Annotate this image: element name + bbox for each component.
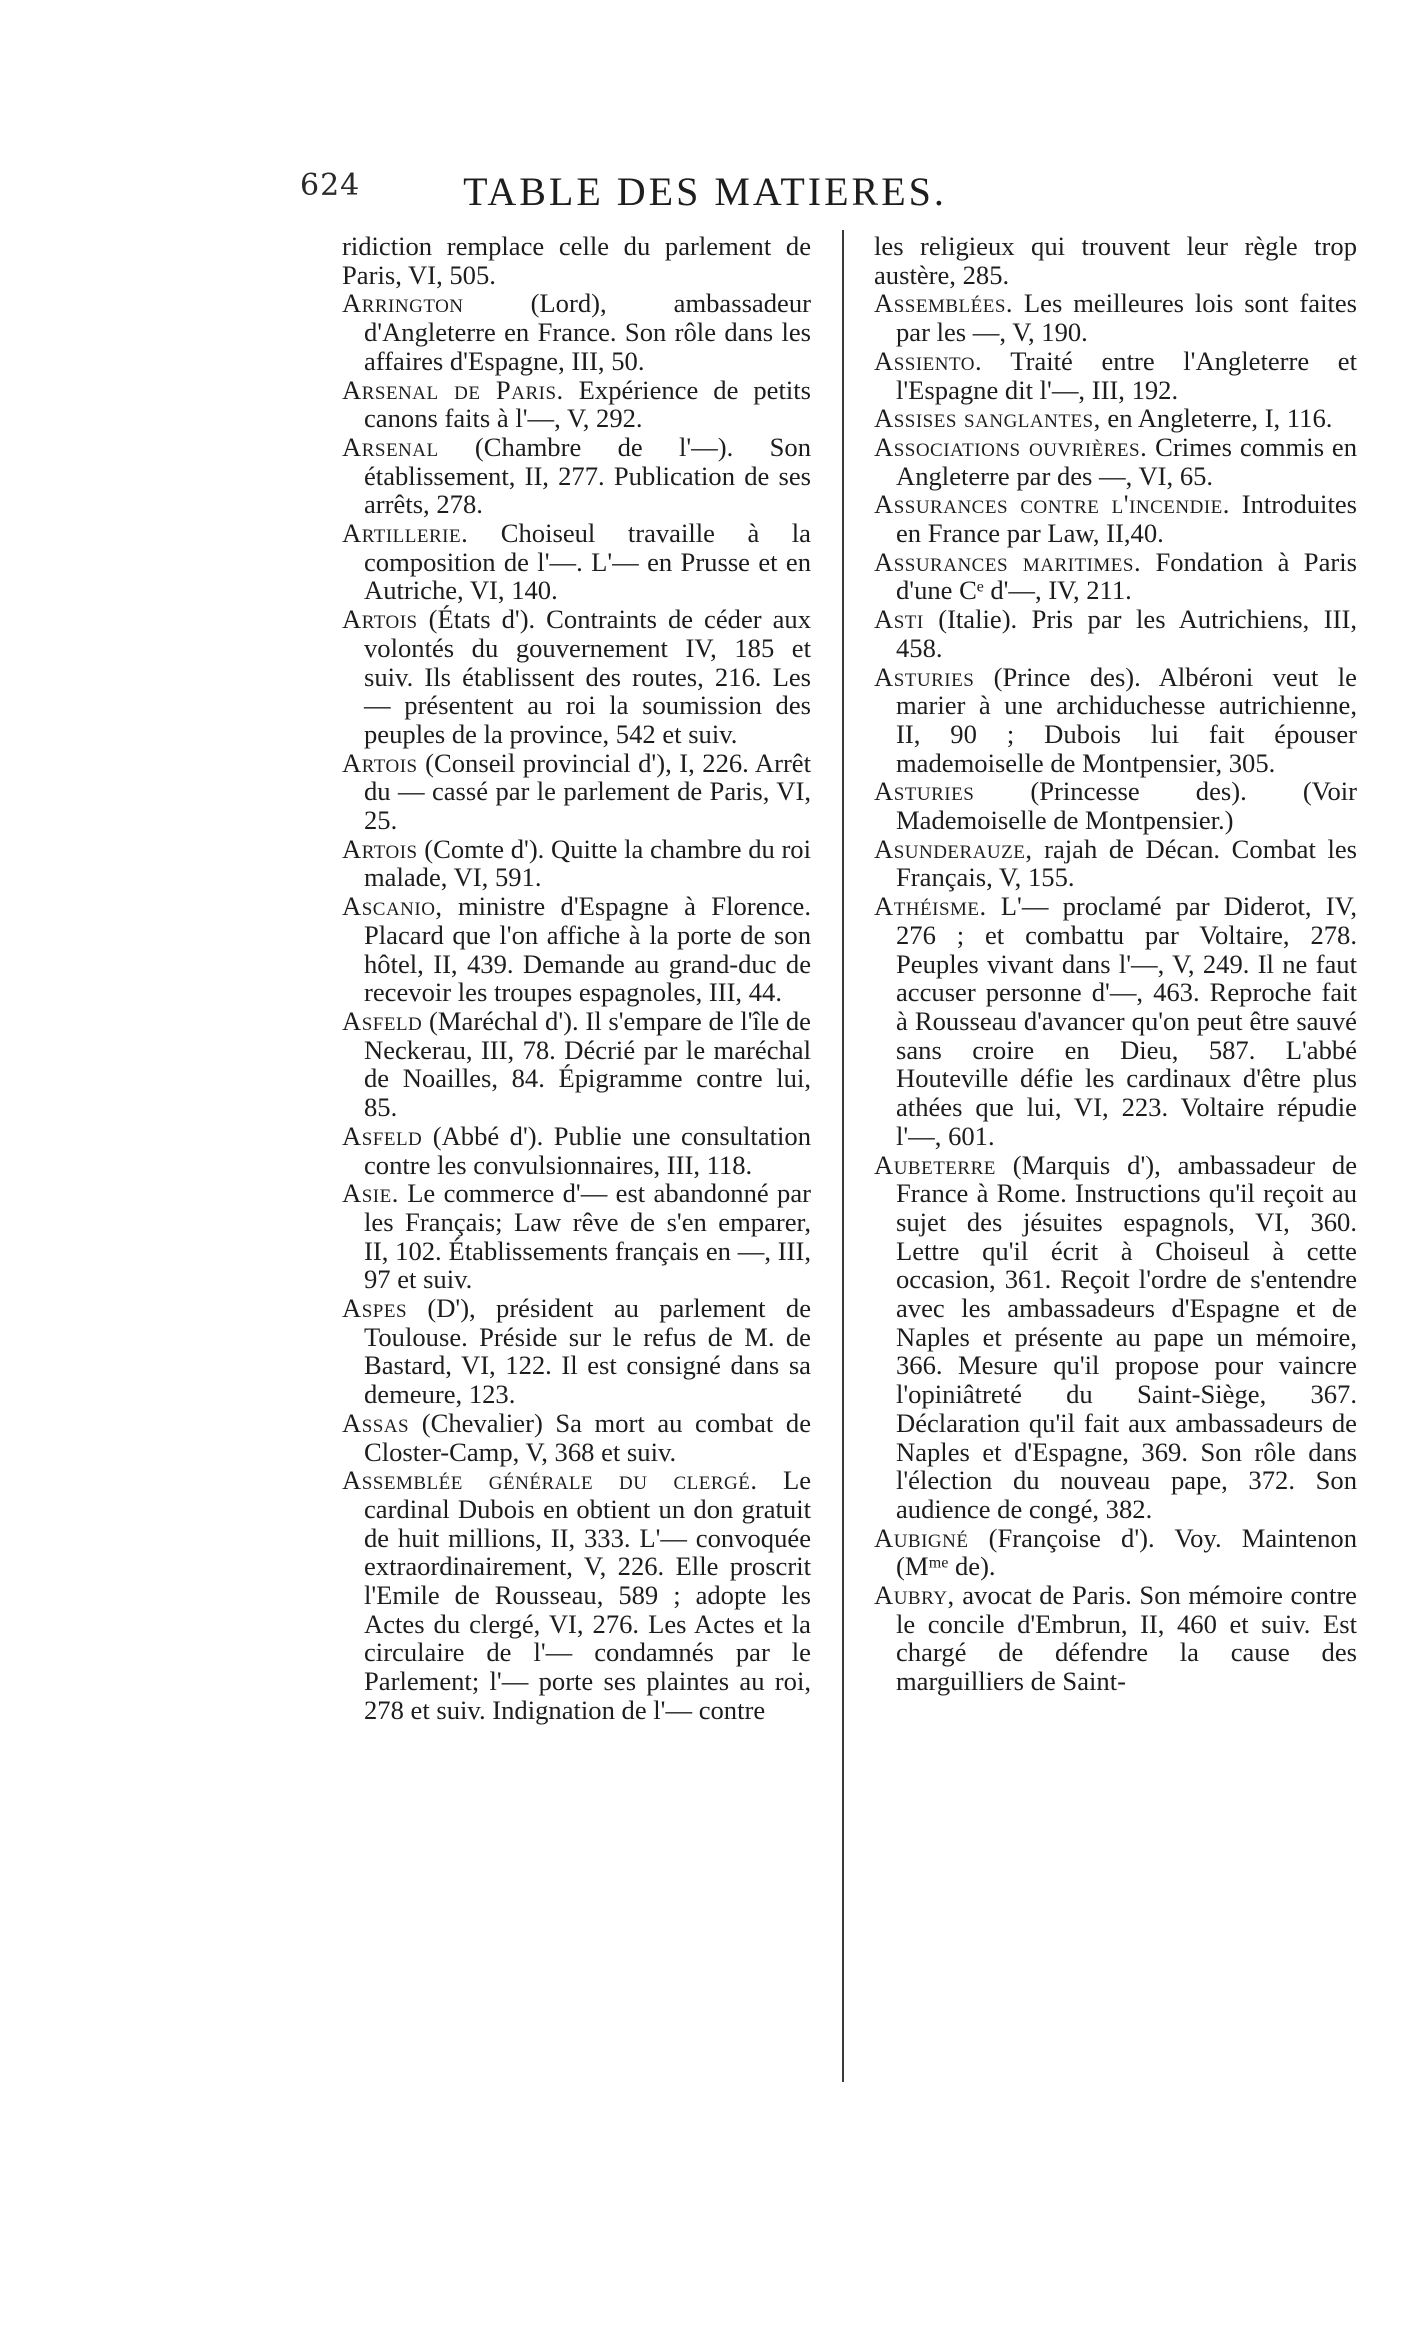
index-entry [342, 1007, 811, 1122]
index-entry [342, 376, 811, 433]
entry-text: (Marquis d'), ambassadeur de France à Rome. Instructions qu'il reçoit au sujet des jésuites espagnols, VI, 360. Lettre qu'il écrit à Choiseul à cette occasion, 361. Reçoit l'ordre de s'entendre avec les ambassadeurs d'Espagne et de Naples et présente au pape un mémoire, 366. Mesure qu'il propose pour vaincre l'opiniâtreté du Saint-Siège, 367. Déclaration qu'il fait aux ambassadeurs de Naples et d'Espagne, 369. Son rôle dans l'élection du nouveau pape, 372. Son audience de congé, 382. [896, 1149, 1357, 1524]
entry-head: Assas [342, 1407, 410, 1438]
entry-text: (Chambre de l'—). Son établissement, II, 277. Publication de ses arrêts, 278. [364, 431, 811, 520]
entry-head: Assises sanglantes, [874, 403, 1101, 434]
entry-text: en Angleterre, I, 116. [1100, 403, 1333, 434]
entry-text: Traité entre l'Angleterre et l'Espagne dit l'—, III, 192. [896, 345, 1357, 405]
entry-text: Le commerce d'— est abandonné par les Français; Law rêve de s'en emparer, II, 102. Établissements français en —, III, 97 et suiv. [364, 1178, 811, 1295]
index-entry [874, 232, 1357, 289]
entry-text: Crimes commis en Angleterre par des —, VI, 65. [896, 431, 1358, 491]
index-entry [874, 1581, 1357, 1696]
entry-text: (Comte d'). Quitte la chambre du roi malade, VI, 591. [364, 833, 811, 893]
entry-text: (Princesse des). (Voir Mademoiselle de Montpensier.) [896, 776, 1357, 836]
entry-text: L'— proclamé par Diderot, IV, 276 ; et combattu par Voltaire, 278. Peuples vivant dans l'—, V, 249. Il ne faut accuser personne d'—, 463. Reproche fait à Rousseau d'avancer qu'on peut être sauvé sans croire en Dieu, 587. L'abbé Houteville défie les cardinaux d'être plus athées que lui, VI, 223. Voltaire répudie l'—, 601. [896, 891, 1357, 1151]
entry-text: avocat de Paris. Son mémoire contre le concile d'Embrun, II, 460 et suiv. Est chargé de défendre la cause des marguilliers de Saint- [896, 1580, 1357, 1697]
entry-text: (D'), président au parlement de Toulouse. Préside sur le refus de M. de Bastard, VI, 122. Il est consigné dans sa demeure, 123. [364, 1293, 811, 1410]
entry-text: ridiction remplace celle du parlement de Paris, VI, 505. [342, 231, 811, 290]
index-entry [874, 548, 1357, 605]
index-entry [874, 777, 1357, 834]
entry-text: Le cardinal Dubois en obtient un don gratuit de huit millions, II, 333. L'— convoquée extraordinairement, V, 226. Elle proscrit l'Emile de Rousseau, 589 ; adopte les Actes du clergé, VI, 276. Les Actes et la circulaire de l'— condamnés par le Parlement; l'— porte ses plaintes au roi, 278 et suiv. Indignation de l'— contre [364, 1465, 812, 1725]
entry-head: Arsenal de Paris. [342, 374, 564, 405]
entry-text: (Chevalier) Sa mort au combat de Closter-Camp, V, 368 et suiv. [364, 1407, 811, 1467]
index-entry [342, 1409, 811, 1466]
index-entry [874, 490, 1357, 547]
entry-text: (Prince des). Albéroni veut le marier à une archiduchesse autrichienne, II, 90 ; Dubois lui fait épouser mademoiselle de Montpensier, 305. [896, 661, 1357, 778]
left-column [342, 232, 811, 1725]
entry-head: Asfeld [342, 1005, 423, 1036]
index-entry [342, 1294, 811, 1409]
entry-head: Artois [342, 747, 418, 778]
entry-text: (États d'). Contraints de céder aux volontés du gouvernement IV, 185 et suiv. Ils établissent des routes, 216. Les — présentent au roi la soumission des peuples de la province, 542 et suiv. [364, 604, 811, 749]
index-entry [342, 605, 811, 749]
index-entry [342, 892, 811, 1007]
index-entry [342, 289, 811, 375]
running-title: TABLE DES MATIERES. [463, 169, 947, 214]
entry-text: (Abbé d'). Publie une consultation contre les convulsionnaires, III, 118. [364, 1120, 811, 1180]
right-column [874, 232, 1357, 1696]
index-entry [874, 1524, 1357, 1581]
entry-head: Assiento. [874, 345, 983, 376]
entry-head: Arsenal [342, 431, 439, 462]
index-entry [342, 1122, 811, 1179]
index-entry [874, 663, 1357, 778]
entry-text: Choiseul travaille à la composition de l'—. L'— en Prusse et en Autriche, VI, 140. [364, 518, 811, 606]
entry-text: (Maréchal d'). Il s'empare de l'île de Neckerau, III, 78. Décrié par le maréchal de Noailles, 84. Épigramme contre lui, 85. [364, 1005, 811, 1123]
index-entry [874, 347, 1357, 404]
entry-head: Asunderauze, [874, 833, 1033, 864]
entry-head: Arrington [342, 288, 464, 319]
entry-head: Artois [342, 833, 418, 864]
entry-head: Assurances contre l'incendie. [874, 489, 1230, 520]
entry-head: Aspes [342, 1293, 408, 1324]
entry-text: Fondation à Paris d'une Cᵉ d'—, IV, 211. [896, 546, 1357, 606]
index-entry [874, 289, 1357, 346]
entry-head: Assemblées. [874, 288, 1014, 319]
entry-text: (Conseil provincial d'), I, 226. Arrêt du — cassé par le parlement de Paris, VI, 25. [364, 747, 811, 836]
entry-head: Asturies [874, 661, 975, 692]
entry-text: (Italie). Pris par les Autrichiens, III, 458. [896, 604, 1357, 663]
index-entry [342, 749, 811, 835]
entry-head: Assurances maritimes. [874, 546, 1142, 577]
entry-text: Expérience de petits canons faits à l'—, V, 292. [364, 374, 811, 434]
entry-head: Artois [342, 604, 418, 635]
column-divider [842, 230, 844, 2082]
page-number: 624 [300, 168, 361, 203]
entry-head: Ascanio, [342, 891, 443, 922]
entry-head: Asturies [874, 776, 975, 807]
index-entry [342, 519, 811, 605]
index-entry [342, 1179, 811, 1294]
entry-head: Aubry, [874, 1580, 955, 1611]
index-entry [342, 433, 811, 519]
entry-head: Athéisme. [874, 891, 987, 922]
index-entry [874, 605, 1357, 662]
entry-text: Les meilleures lois sont faites par les —, V, 190. [896, 288, 1357, 348]
index-entry [874, 892, 1357, 1150]
entry-head: Aubigné [874, 1522, 969, 1553]
entry-head: Asie. [342, 1178, 399, 1209]
index-entry [874, 835, 1357, 892]
entry-head: Associations ouvrières. [874, 431, 1148, 462]
entry-text: (Françoise d'). Voy. Maintenon (Mᵐᵉ de). [896, 1522, 1357, 1582]
entry-text: Introduites en France par Law, II,40. [896, 489, 1357, 549]
entry-text: ministre d'Espagne à Florence. Placard que l'on affiche à la porte de son hôtel, II, 439. Demande au grand-duc de recevoir les troupes espagnoles, III, 44. [364, 891, 811, 1008]
index-entry [342, 1466, 811, 1724]
index-entry [874, 1151, 1357, 1524]
page-header [0, 168, 1413, 218]
index-entry [874, 404, 1357, 433]
entry-head: Assemblée générale du clergé. [342, 1465, 758, 1496]
entry-head: Aubeterre [874, 1149, 996, 1180]
entry-head: Artillerie. [342, 518, 469, 549]
index-entry [342, 835, 811, 892]
entry-head: Asti [874, 604, 924, 635]
index-entry [342, 232, 811, 289]
index-entry [874, 433, 1357, 490]
entry-text: les religieux qui trouvent leur règle trop austère, 285. [874, 231, 1357, 290]
entry-text: rajah de Décan. Combat les Français, V, 155. [896, 833, 1357, 893]
entry-text: (Lord), ambassadeur d'Angleterre en France. Son rôle dans les affaires d'Espagne, III, 50. [364, 288, 811, 376]
entry-head: Asfeld [342, 1120, 423, 1151]
